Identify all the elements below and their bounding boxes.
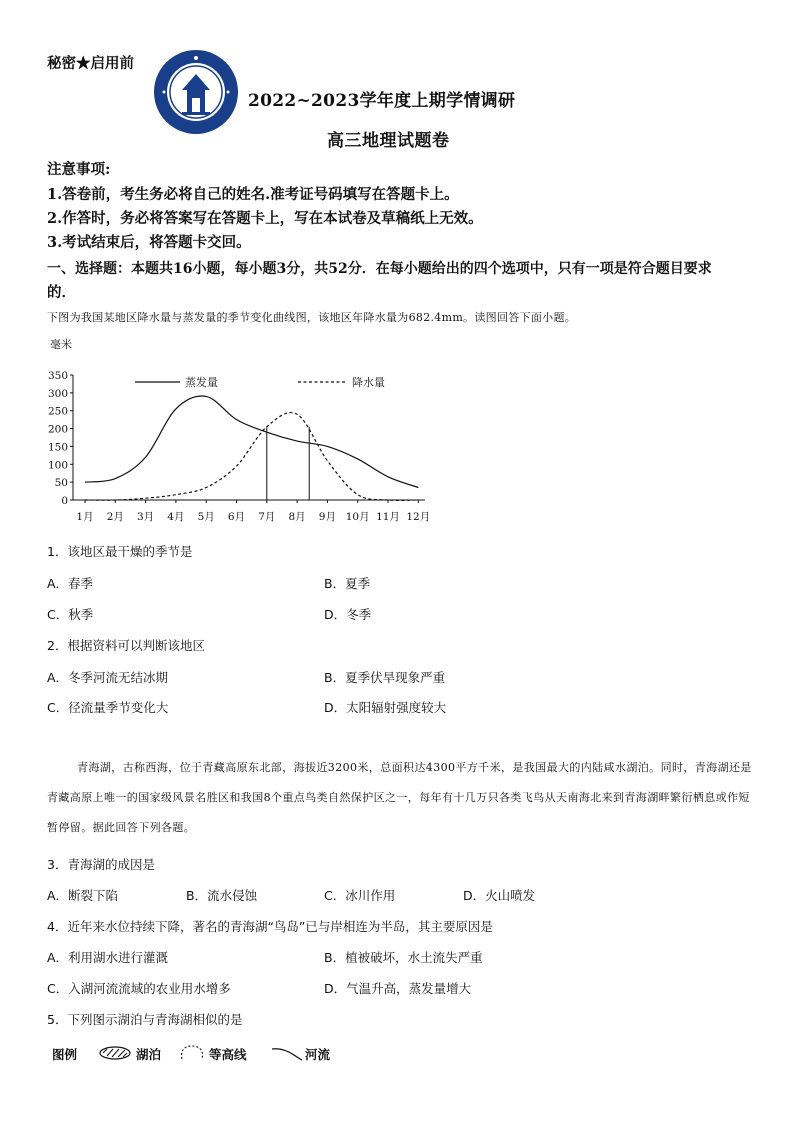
q2-option-b: B．夏季伏旱现象严重	[324, 670, 446, 685]
question-4-stem: 4．近年来水位持续下降，著名的青海湖“鸟岛”已与岸相连为半岛，其主要原因是	[47, 919, 493, 934]
y-tick-label: 150	[47, 441, 68, 454]
instruction-item: 2.作答时，务必将答案写在答题卡上，写在本试卷及草稿纸上无效。	[47, 210, 483, 227]
x-tick-label: 5月	[197, 511, 215, 523]
q2-option-c: C．径流量季节变化大	[47, 700, 169, 715]
river-icon	[270, 1045, 304, 1061]
q1-option-d: D．冬季	[324, 607, 372, 622]
y-tick-label: 300	[47, 387, 68, 400]
x-tick-label: 7月	[258, 511, 276, 523]
q1-option-c: C．秋季	[47, 607, 94, 622]
x-tick-label: 4月	[167, 511, 185, 523]
q4-option-a: A．利用湖水进行灌溉	[47, 950, 169, 965]
chart-intro: 下图为我国某地区降水量与蒸发量的季节变化曲线图，该地区年降水量为682.4mm。读图回答下面小题。	[47, 311, 577, 324]
exam-title: 2022~2023学年度上期学情调研	[248, 91, 516, 111]
q2-option-d: D．太阳辐射强度较大	[324, 700, 447, 715]
instruction-item: 3.考试结束后，将答题卡交回。	[47, 234, 251, 251]
q4-option-c: C．入湖河流流域的农业用水增多	[47, 981, 231, 996]
x-tick-label: 10月	[345, 511, 370, 523]
river-legend-label: 河流	[305, 1047, 331, 1062]
contour-legend-label: 等高线	[209, 1047, 247, 1062]
q4-option-d: D．气温升高，蒸发量增大	[324, 981, 472, 996]
x-tick-label: 12月	[406, 511, 431, 523]
legend-precipitation-label: 降水量	[352, 376, 385, 389]
x-tick-label: 2月	[106, 511, 124, 523]
question-1-stem: 1．该地区最干燥的季节是	[47, 544, 193, 559]
q3-option-d: D．火山喷发	[463, 888, 536, 903]
passage-qinghai: 青海湖，古称西海，位于青藏高原东北部，海拔近3200米，总面积达4300平方千米，是我国最大的内陆咸水湖泊。同时，青海湖还是青藏高原上唯一的国家级风景名胜区和我国8个重点鸟类自然保护区之一，每年有十几万只各类飞鸟从天南海北来到青海湖畔繁衍栖息或作短暂停留。据此回答下列各题。	[47, 761, 752, 834]
series-line-precipitation	[85, 413, 418, 501]
secret-label: 秘密★启用前	[47, 55, 134, 72]
x-tick-label: 3月	[137, 511, 155, 523]
y-tick-label: 50	[54, 477, 68, 490]
q3-option-b: B．流水侵蚀	[186, 888, 258, 903]
question-2-stem: 2．根据资料可以判断该地区	[47, 638, 205, 653]
precip-evap-chart	[40, 330, 440, 530]
q4-option-b: B．植被破坏，水土流失严重	[324, 950, 483, 965]
instructions-heading: 注意事项:	[47, 161, 111, 178]
school-logo	[152, 48, 240, 136]
question-5-stem: 5．下列图示湖泊与青海湖相似的是	[47, 1012, 243, 1027]
q1-option-a: A．春季	[47, 576, 94, 591]
x-tick-label: 6月	[227, 511, 246, 523]
x-tick-label: 11月	[376, 511, 400, 523]
x-tick-label: 1月	[76, 511, 94, 523]
q3-option-a: A．断裂下陷	[47, 888, 119, 903]
series-line-evaporation	[85, 396, 418, 487]
y-tick-label: 350	[47, 370, 68, 382]
contour-line-icon	[178, 1043, 206, 1061]
lake-icon	[98, 1045, 132, 1061]
y-tick-label: 250	[47, 405, 68, 418]
instruction-item: 1.答卷前，考生务必将自己的姓名.准考证号码填写在答题卡上。	[47, 186, 459, 203]
section-heading-cont: 的．	[47, 284, 76, 301]
y-tick-label: 200	[47, 423, 68, 436]
q3-option-c: C．冰川作用	[324, 888, 396, 903]
x-tick-label: 8月	[288, 511, 306, 523]
legend-evaporation-label: 蒸发量	[185, 376, 218, 389]
y-tick-label: 100	[47, 459, 68, 472]
q1-option-b: B．夏季	[324, 576, 371, 591]
y-tick-label: 0	[61, 495, 68, 507]
lake-legend-label: 湖泊	[136, 1047, 162, 1062]
subject-title: 高三地理试题卷	[327, 131, 450, 151]
question-3-stem: 3．青海湖的成因是	[47, 857, 155, 872]
map-legend-title: 图例	[52, 1047, 78, 1062]
y-axis-unit-label: 毫米	[50, 338, 72, 351]
q2-option-a: A．冬季河流无结冰期	[47, 670, 169, 685]
section-heading: 一、选择题：本题共16小题，每小题3分，共52分．在每小题给出的四个选项中，只有一项是符合题目要求	[47, 261, 712, 277]
x-tick-label: 9月	[318, 511, 336, 523]
